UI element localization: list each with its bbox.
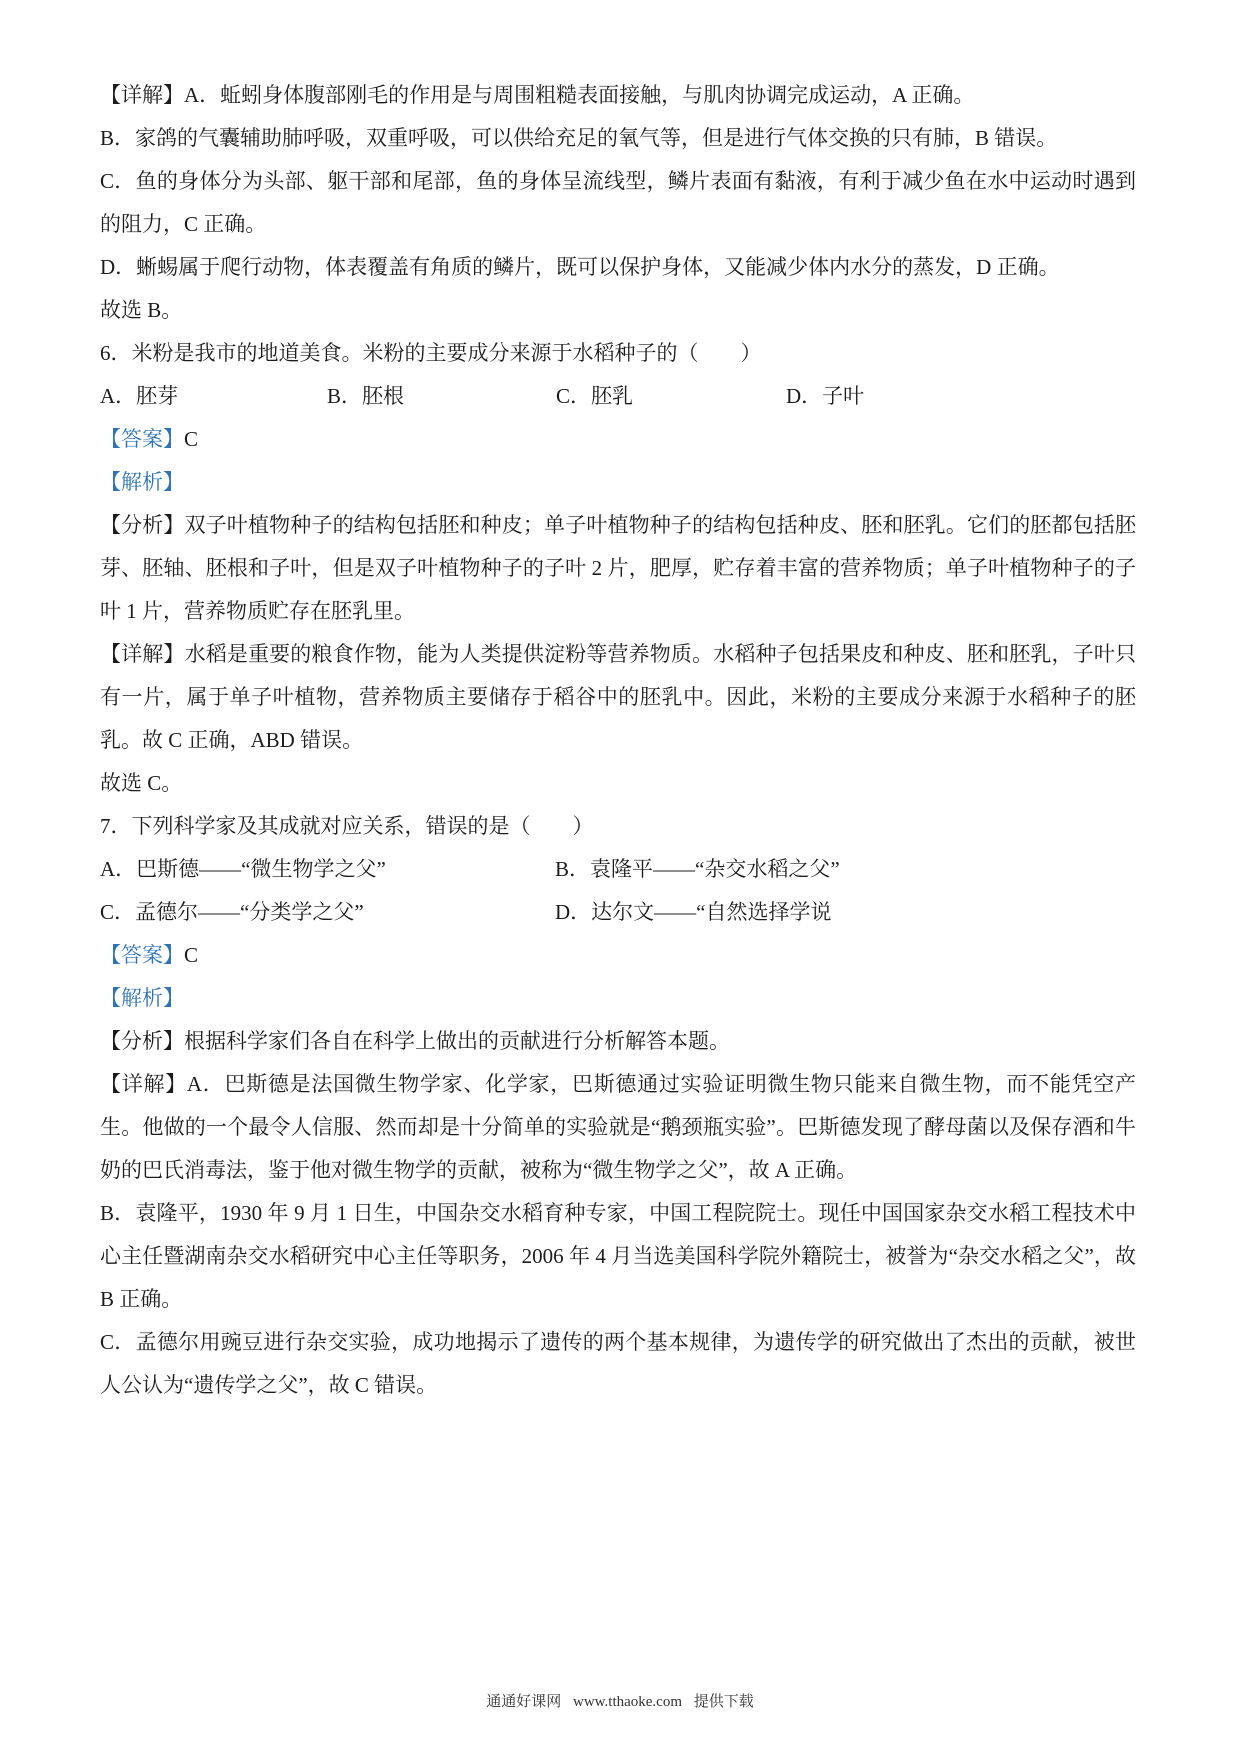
paragraph-text: 【详解】A．蚯蚓身体腹部刚毛的作用是与周围粗糙表面接触，与肌肉协调完成运动，A 正确。 <box>100 83 975 107</box>
q7-detail-b <box>100 1192 1136 1321</box>
option-item: D．达尔文——“自然选择学说 <box>555 900 832 924</box>
option-item: C．胚乳 <box>556 384 634 408</box>
option-item: B．袁隆平——“杂交水稻之父” <box>555 857 840 881</box>
footer-url: www.tthaoke.com <box>573 1694 682 1710</box>
q7-analysis-label <box>100 977 1136 1020</box>
paragraph-text: D．蜥蜴属于爬行动物，体表覆盖有角质的鳞片，既可以保护身体，又能减少体内水分的蒸发，D 正确。 <box>100 255 1060 279</box>
page-footer <box>0 1692 1240 1712</box>
footer-suffix: 提供下载 <box>693 1694 754 1710</box>
paragraph-text: 7．下列科学家及其成就对应关系，错误的是（ ） <box>100 814 594 838</box>
paragraph-text: C．孟德尔用豌豆进行杂交实验，成功地揭示了遗传的两个基本规律，为遗传学的研究做出了杰出的贡献，被世人公认为“遗传学之父”，故 C 错误。 <box>100 1330 1136 1397</box>
q6-analysis-label <box>100 461 1136 504</box>
document-content <box>100 74 1136 1407</box>
blue-marker-label: 【答案】 <box>100 427 184 451</box>
option-item: C．孟德尔——“分类学之父” <box>100 900 364 924</box>
option-item: B．胚根 <box>327 384 405 408</box>
paragraph-text: B．袁隆平，1930 年 9 月 1 日生，中国杂交水稻育种专家，中国工程院院士。现任中国国家杂交水稻工程技术中心主任暨湖南杂交水稻研究中心主任等职务，2006 年 4 月当选美国科学院外籍院士，被誉为“杂交水稻之父”，故 B 正确。 <box>100 1201 1136 1311</box>
paragraph-text: C．鱼的身体分为头部、躯干部和尾部，鱼的身体呈流线型，鳞片表面有黏液，有利于减少鱼在水中运动时遇到的阻力，C 正确。 <box>100 169 1136 236</box>
q5-detail-d <box>100 246 1136 289</box>
q5-detail-c <box>100 160 1136 246</box>
option-item: D．子叶 <box>786 384 865 408</box>
q6-conclusion <box>100 762 1136 805</box>
q7-detail-c <box>100 1321 1136 1407</box>
q5-detail-b <box>100 117 1136 160</box>
blue-marker-label: 【答案】 <box>100 943 184 967</box>
q5-conclusion <box>100 289 1136 332</box>
blue-marker-label: 【解析】 <box>100 470 184 494</box>
paragraph-text: C <box>184 943 199 967</box>
question-7 <box>100 805 1136 848</box>
question-6 <box>100 332 1136 375</box>
paragraph-text: 【分析】双子叶植物种子的结构包括胚和种皮；单子叶植物种子的结构包括种皮、胚和胚乳。它们的胚都包括胚芽、胚轴、胚根和子叶，但是双子叶植物种子的子叶 2 片，肥厚，贮存着丰富的营养物质；单子叶植物种子的子叶 1 片，营养物质贮存在胚乳里。 <box>100 513 1136 623</box>
paragraph-text: 故选 B。 <box>100 298 183 322</box>
q6-detail <box>100 633 1136 762</box>
paragraph-text: C <box>184 427 199 451</box>
blue-marker-label: 【解析】 <box>100 986 184 1010</box>
option-item: A．胚芽 <box>100 384 179 408</box>
paragraph-text: 【详解】A．巴斯德是法国微生物学家、化学家，巴斯德通过实验证明微生物只能来自微生物，而不能凭空产生。他做的一个最令人信服、然而却是十分简单的实验就是“鹅颈瓶实验”。巴斯德发现了酵母菌以及保存酒和牛奶的巴氏消毒法，鉴于他对微生物学的贡献，被称为“微生物学之父”，故 A 正确。 <box>100 1072 1136 1182</box>
paragraph-text: B．家鸽的气囊辅助肺呼吸，双重呼吸，可以供给充足的氧气等，但是进行气体交换的只有肺，B 错误。 <box>100 126 1058 150</box>
footer-site: 通通好课网 <box>486 1694 562 1710</box>
option-item: A．巴斯德——“微生物学之父” <box>100 857 386 881</box>
q6-answer <box>100 418 1136 461</box>
q7-answer <box>100 934 1136 977</box>
question-6-options <box>100 375 1136 418</box>
paragraph-text: 6．米粉是我市的地道美食。米粉的主要成分来源于水稻种子的（ ） <box>100 341 762 365</box>
q7-analysis <box>100 1020 1136 1063</box>
q5-detail-a <box>100 74 1136 117</box>
q7-detail-a <box>100 1063 1136 1192</box>
paragraph-text: 故选 C。 <box>100 771 183 795</box>
paragraph-text: 【分析】根据科学家们各自在科学上做出的贡献进行分析解答本题。 <box>100 1029 730 1053</box>
paragraph-text: 【详解】水稻是重要的粮食作物，能为人类提供淀粉等营养物质。水稻种子包括果皮和种皮、胚和胚乳，子叶只有一片，属于单子叶植物，营养物质主要储存于稻谷中的胚乳中。因此，米粉的主要成分来源于水稻种子的胚乳。故 C 正确，ABD 错误。 <box>100 642 1136 752</box>
q6-analysis <box>100 504 1136 633</box>
question-7-options <box>100 848 1136 934</box>
